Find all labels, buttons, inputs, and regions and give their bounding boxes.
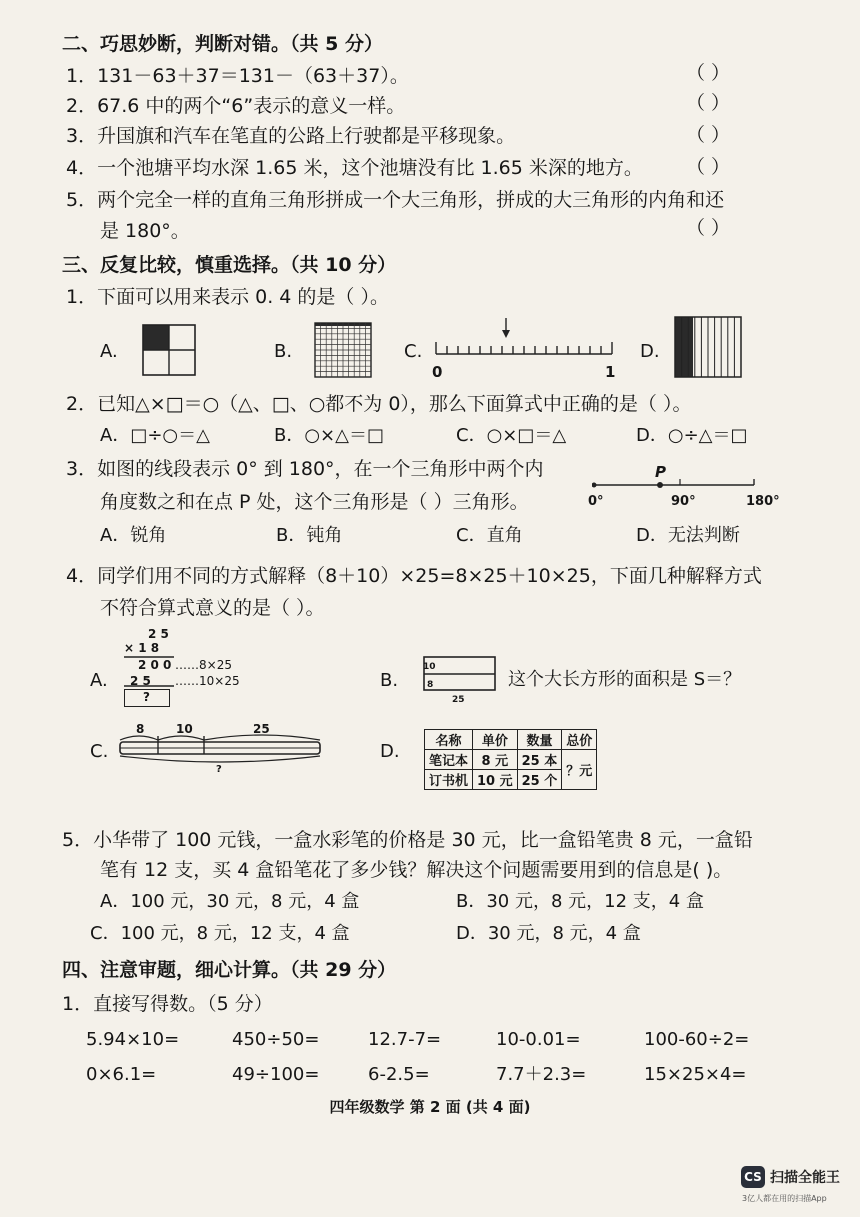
- q1-figure-a-square: [142, 324, 196, 376]
- q1-figure-b-grid: [314, 322, 372, 378]
- q3-tick-180: 180°: [746, 494, 780, 509]
- calc-item: 10-0.01=: [496, 1029, 581, 1050]
- scanner-slogan: 3亿人都在用的扫描App: [742, 1194, 827, 1203]
- q4-option-c-label: C.: [90, 741, 109, 762]
- page-footer: 四年级数学 第 2 面 (共 4 面): [329, 1098, 531, 1116]
- table-cell: 25 个: [517, 770, 562, 790]
- section-4-title: 四、注意审题，细心计算。（共 29 分）: [62, 959, 397, 981]
- calc-item: 6-2.5=: [368, 1064, 430, 1085]
- calc-item: 5.94×10=: [86, 1029, 180, 1050]
- q4a-partial-1: 2 0 0: [138, 658, 172, 672]
- q4a-multiplier: × 1 8: [124, 641, 160, 655]
- q4-option-a-label: A.: [90, 670, 108, 691]
- table-header-total: 总价: [562, 730, 597, 750]
- q3-option-a: A．锐角: [100, 525, 167, 546]
- q1-figure-c-number-line: [430, 316, 620, 360]
- q4c-segment-diagram: [118, 732, 324, 766]
- q4c-label-8: 8: [136, 722, 145, 736]
- table-header-name: 名称: [425, 730, 473, 750]
- calc-item: 450÷50=: [232, 1029, 320, 1050]
- q2-option-a: A．□÷○＝△: [100, 425, 210, 446]
- calc-item: 100-60÷2=: [644, 1029, 750, 1050]
- calc-item: 49÷100=: [232, 1064, 320, 1085]
- q3-tick-0: 0°: [588, 494, 604, 509]
- choice-q5-line1: 5．小华带了 100 元钱，一盒水彩笔的价格是 30 元，比一盒铅笔贵 8 元，一盒铅: [62, 829, 753, 851]
- q2-option-d: D．○÷△＝□: [636, 425, 748, 446]
- q1-option-c-label: C.: [404, 341, 423, 362]
- calc-item: 7.7＋2.3=: [496, 1064, 587, 1085]
- q5-option-a: A．100 元，30 元，8 元，4 盒: [100, 891, 360, 912]
- q1-option-a-label: A.: [100, 341, 118, 362]
- q4a-partial-2: 2 5: [130, 674, 151, 688]
- calc-item: 12.7-7=: [368, 1029, 442, 1050]
- q4a-multiplicand: 2 5: [148, 627, 169, 641]
- table-header-row: [425, 730, 597, 750]
- q4b-width: 25: [452, 695, 465, 705]
- q5-option-d: D．30 元，8 元，4 盒: [456, 923, 641, 944]
- q4d-price-table: [424, 729, 597, 790]
- table-cell: 10 元: [473, 770, 518, 790]
- choice-q3-line2: 角度数之和在点 P 处，这个三角形是（ ）三角形。: [100, 491, 529, 513]
- table-cell: 订书机: [425, 770, 473, 790]
- q3-point-p-label: P: [655, 463, 666, 481]
- q4c-label-25: 25: [253, 722, 270, 736]
- choice-q2: 2．已知△×□＝○（△、□、○都不为 0），那么下面算式中正确的是（ ）。: [66, 393, 692, 415]
- q3-option-b: B．钝角: [276, 525, 343, 546]
- judge-q1-blank: （ ）: [686, 62, 731, 84]
- q2-option-b: B．○×△＝□: [274, 425, 384, 446]
- table-cell: 8 元: [473, 750, 518, 770]
- q3-option-d: D．无法判断: [636, 525, 740, 546]
- section-2-title: 二、巧思妙断，判断对错。（共 5 分）: [62, 33, 383, 55]
- q4b-question-text: 这个大长方形的面积是 S＝？: [508, 669, 742, 690]
- section-3-title: 三、反复比较，慎重选择。（共 10 分）: [62, 254, 397, 276]
- q1-option-d-label: D.: [640, 341, 660, 362]
- judge-q3: 3．升国旗和汽车在笔直的公路上行驶都是平移现象。: [66, 125, 516, 147]
- q4b-height-2: 8: [427, 680, 434, 690]
- q1-number-line-zero: 0: [432, 363, 443, 381]
- q4b-height-1: 10: [423, 662, 436, 672]
- q2-option-c: C．○×□＝△: [456, 425, 567, 446]
- q1-number-line-one: 1: [605, 363, 616, 381]
- table-total-cell: ？元: [562, 750, 597, 790]
- calc-q1: 1．直接写得数。（5 分）: [62, 993, 273, 1015]
- table-cell: 笔记本: [425, 750, 473, 770]
- judge-q4: 4．一个池塘平均水深 1.65 米，这个池塘没有比 1.65 米深的地方。: [66, 157, 643, 179]
- q4-option-d-label: D.: [380, 741, 400, 762]
- judge-q5-line1: 5．两个完全一样的直角三角形拼成一个大三角形，拼成的大三角形的内角和还: [66, 189, 725, 211]
- judge-q2: 2．67.6 中的两个“6”表示的意义一样。: [66, 95, 406, 117]
- table-row: [425, 750, 597, 770]
- table-header-unit-price: 单价: [473, 730, 518, 750]
- choice-q1: 1．下面可以用来表示 0. 4 的是（ ）。: [66, 286, 389, 308]
- judge-q5-blank: （ ）: [686, 217, 731, 239]
- q5-option-b: B．30 元，8 元，12 支，4 盒: [456, 891, 704, 912]
- scanner-brand: 扫描全能王: [770, 1170, 840, 1186]
- q4a-answer-question: ?: [143, 690, 150, 704]
- table-header-quantity: 数量: [517, 730, 562, 750]
- q4c-label-10: 10: [176, 722, 193, 736]
- judge-q2-blank: （ ）: [686, 92, 731, 114]
- judge-q4-blank: （ ）: [686, 156, 731, 178]
- judge-q5-line2: 是 180°。: [100, 220, 190, 242]
- q3-tick-90: 90°: [671, 494, 696, 509]
- q3-option-c: C．直角: [456, 525, 523, 546]
- q4c-label-question: ?: [216, 764, 222, 775]
- choice-q4-line1: 4．同学们用不同的方式解释（8＋10）×25=8×25＋10×25，下面几种解释方式: [66, 565, 762, 587]
- judge-q3-blank: （ ）: [686, 124, 731, 146]
- q4a-note-1: ……8×25: [175, 658, 232, 672]
- q5-option-c: C．100 元，8 元，12 支，4 盒: [90, 923, 350, 944]
- q4a-note-2: ……10×25: [175, 674, 240, 688]
- q4-option-b-label: B.: [380, 670, 399, 691]
- calc-item: 0×6.1=: [86, 1064, 157, 1085]
- q1-option-b-label: B.: [274, 341, 293, 362]
- choice-q3-line1: 3．如图的线段表示 0° 到 180°，在一个三角形中两个内: [66, 458, 544, 480]
- table-cell: 25 本: [517, 750, 562, 770]
- q1-figure-d-strips: [674, 316, 742, 378]
- choice-q5-line2: 笔有 12 支，买 4 盒铅笔花了多少钱？解决这个问题需要用到的信息是( )。: [100, 859, 733, 881]
- calc-item: 15×25×4=: [644, 1064, 747, 1085]
- judge-q1: 1．131－63＋37＝131－（63＋37）。: [66, 65, 409, 87]
- scanner-logo-icon: CS: [741, 1166, 765, 1188]
- choice-q4-line2: 不符合算式意义的是（ ）。: [100, 597, 325, 619]
